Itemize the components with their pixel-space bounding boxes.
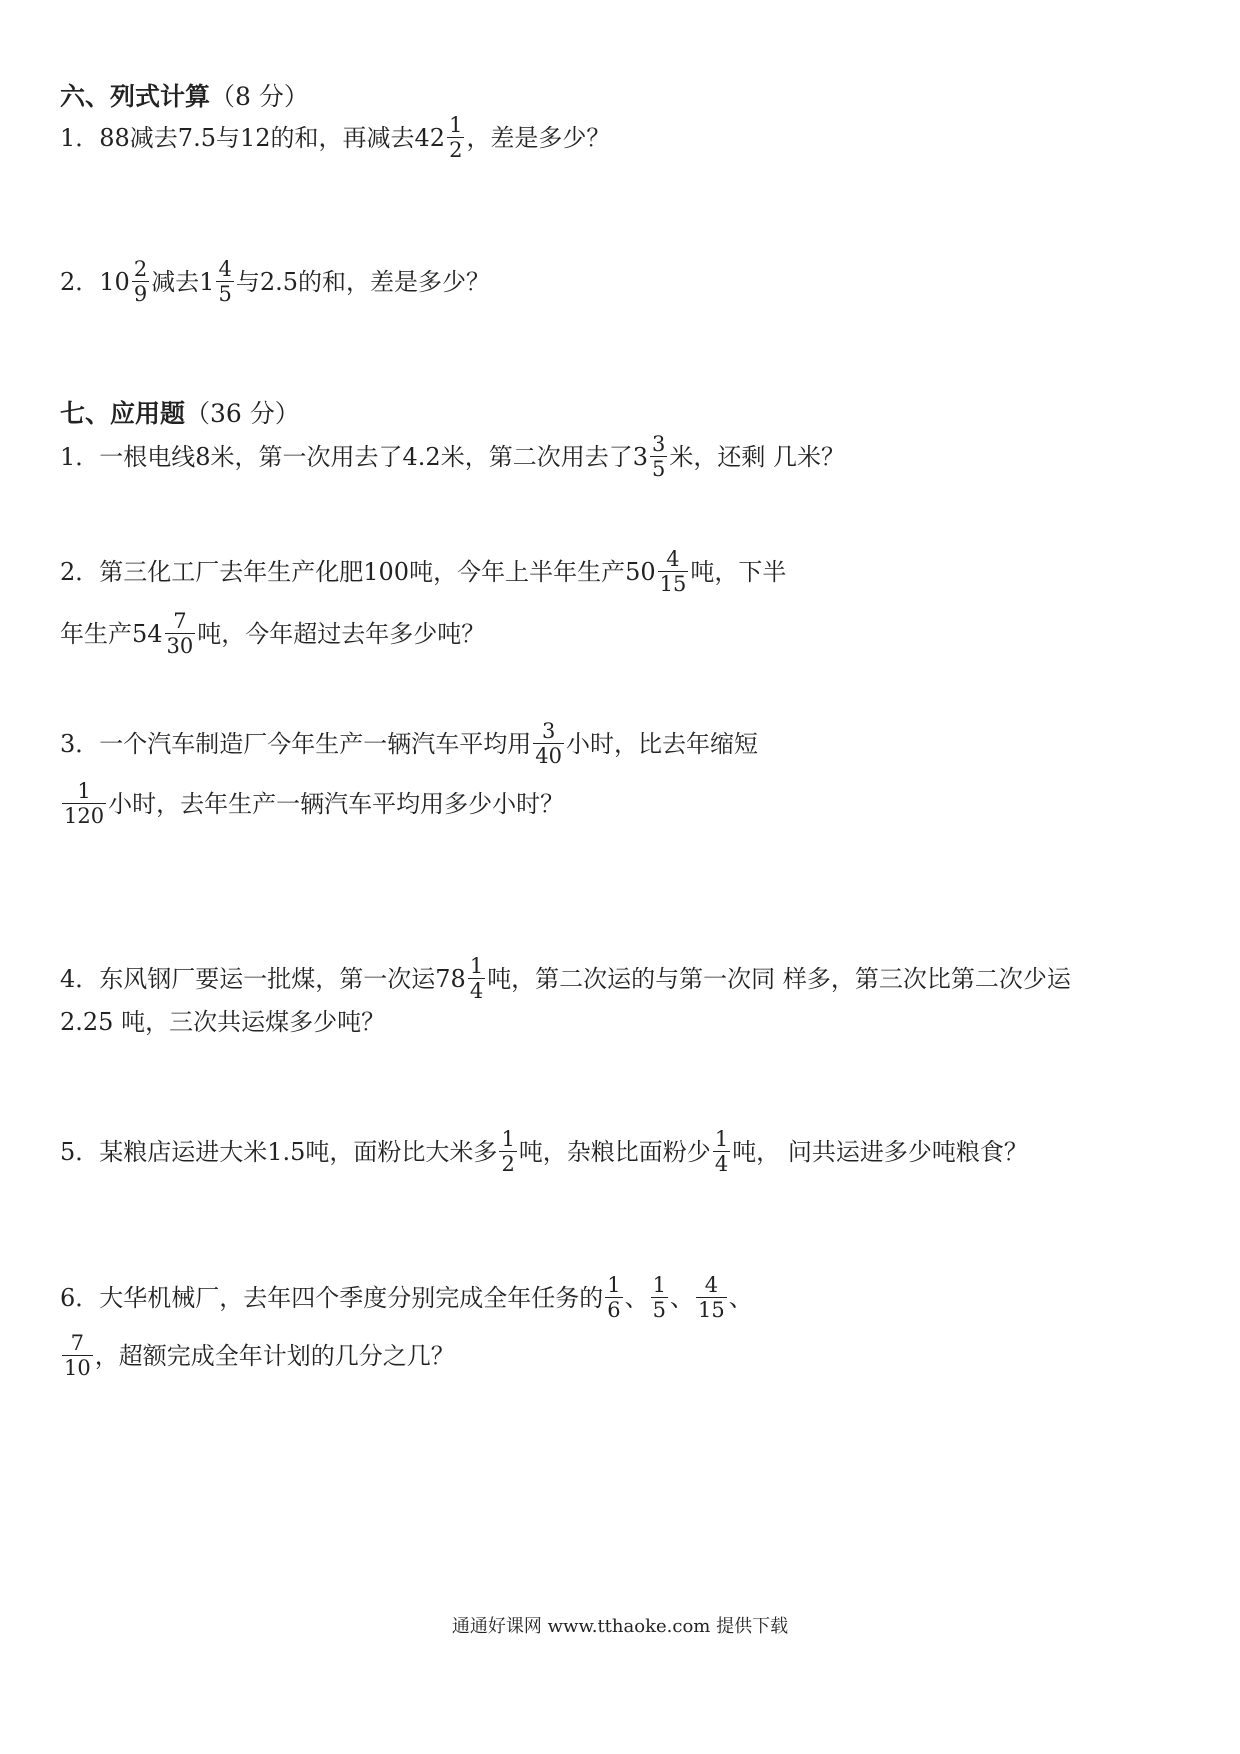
fraction-numerator: 1 bbox=[652, 1273, 667, 1297]
fraction bbox=[650, 433, 667, 480]
section-7-heading bbox=[60, 401, 300, 426]
fraction-numerator: 1 bbox=[77, 779, 91, 803]
fraction bbox=[713, 1128, 730, 1175]
fraction bbox=[533, 720, 564, 767]
fraction bbox=[651, 1274, 668, 1321]
question-text: 1．一根电线8米，第一次用去了4.2米，第二次用去了3 bbox=[60, 442, 648, 471]
question-text: 4．东风钢厂要运一批煤，第一次运78 bbox=[60, 964, 466, 993]
fraction-numerator: 1 bbox=[501, 1127, 515, 1151]
fraction bbox=[62, 780, 106, 827]
fraction-numerator: 4 bbox=[666, 547, 680, 571]
fraction-denominator: 15 bbox=[659, 572, 687, 597]
question-text: 5．某粮店运进大米1.5吨，面粉比大米多 bbox=[60, 1137, 498, 1166]
separator: 、 bbox=[728, 1283, 753, 1312]
fraction-numerator: 4 bbox=[704, 1273, 719, 1297]
question-text: 吨，第二次运的与第一次同 样多，第三次比第二次少运 bbox=[487, 964, 1071, 993]
question-7-2-line-1 bbox=[60, 548, 786, 595]
fraction bbox=[447, 114, 464, 161]
question-text: 3．一个汽车制造厂今年生产一辆汽车平均用 bbox=[60, 729, 532, 758]
fraction-numerator: 1 bbox=[607, 1273, 621, 1297]
section-7-score: （36 分） bbox=[185, 399, 300, 428]
question-text: 小时，比去年缩短 bbox=[566, 729, 759, 758]
question-7-1 bbox=[60, 433, 845, 480]
separator: 、 bbox=[670, 1283, 695, 1312]
fraction-numerator: 4 bbox=[218, 257, 232, 281]
fraction-numerator: 7 bbox=[173, 609, 187, 633]
fraction-denominator: 5 bbox=[652, 1298, 667, 1323]
fraction-denominator: 10 bbox=[64, 1356, 91, 1381]
fraction-numerator: 3 bbox=[541, 719, 556, 743]
fraction-denominator: 5 bbox=[651, 457, 666, 482]
fraction bbox=[605, 1274, 622, 1321]
fraction-numerator: 1 bbox=[714, 1127, 729, 1151]
section-7-title: 七、应用题 bbox=[60, 399, 186, 428]
fraction bbox=[696, 1274, 727, 1321]
question-text: ，差是多少？ bbox=[466, 123, 611, 152]
fraction bbox=[658, 548, 689, 595]
fraction-denominator: 120 bbox=[64, 804, 105, 829]
question-text: 吨，今年超过去年多少吨？ bbox=[197, 619, 486, 648]
fraction-denominator: 9 bbox=[133, 282, 148, 307]
question-text: 2.25 吨，三次共运煤多少吨？ bbox=[60, 1008, 386, 1036]
question-text: 减去1 bbox=[151, 267, 215, 296]
section-6-heading bbox=[60, 84, 309, 109]
fraction bbox=[216, 258, 233, 305]
fraction-denominator: 2 bbox=[501, 1152, 515, 1177]
fraction-numerator: 1 bbox=[469, 954, 484, 978]
fraction-numerator: 7 bbox=[70, 1331, 85, 1355]
question-text: 吨， 问共运进多少吨粮食？ bbox=[732, 1137, 1028, 1166]
question-text: 与2.5的和，差是多少？ bbox=[235, 267, 491, 296]
fraction-denominator: 15 bbox=[698, 1298, 725, 1323]
fraction-denominator: 2 bbox=[449, 138, 463, 163]
question-6-2 bbox=[60, 258, 490, 305]
question-text: 吨，杂粮比面粉少 bbox=[518, 1137, 711, 1166]
question-7-3-line-2 bbox=[60, 780, 564, 827]
question-text: 小时，去年生产一辆汽车平均用多少小时？ bbox=[108, 789, 565, 818]
question-text: 年生产54 bbox=[60, 619, 163, 648]
fraction-denominator: 4 bbox=[469, 979, 484, 1004]
fraction bbox=[499, 1128, 516, 1175]
section-6-score: （8 分） bbox=[210, 82, 309, 111]
question-text: 米，还剩 几米？ bbox=[669, 442, 845, 471]
question-7-4-line-1 bbox=[60, 955, 1071, 1002]
section-6-title: 六、列式计算 bbox=[60, 82, 211, 111]
fraction-denominator: 4 bbox=[714, 1152, 729, 1177]
fraction bbox=[132, 258, 149, 305]
fraction bbox=[62, 1332, 93, 1379]
page-footer: 通通好课网 www.tthaoke.com 提供下载 bbox=[451, 1616, 789, 1637]
fraction bbox=[468, 955, 485, 1002]
question-text: ，超额完成全年计划的几分之几？ bbox=[94, 1341, 455, 1370]
fraction-numerator: 1 bbox=[449, 113, 463, 137]
fraction-numerator: 3 bbox=[651, 432, 666, 456]
question-text: 2．10 bbox=[60, 267, 130, 296]
question-7-2-line-2 bbox=[60, 610, 485, 657]
fraction-numerator: 2 bbox=[133, 257, 148, 281]
question-7-3-line-1 bbox=[60, 720, 758, 767]
fraction-denominator: 6 bbox=[607, 1298, 621, 1323]
question-6-1 bbox=[60, 114, 610, 161]
separator: 、 bbox=[624, 1283, 649, 1312]
fraction-denominator: 5 bbox=[218, 282, 232, 307]
question-text: 1．88减去7.5与12的和，再减去42 bbox=[60, 123, 446, 152]
question-7-4-line-2 bbox=[60, 1010, 385, 1034]
fraction-denominator: 40 bbox=[535, 744, 563, 769]
question-7-6-line-1 bbox=[60, 1274, 753, 1321]
fraction-denominator: 30 bbox=[166, 634, 194, 659]
question-7-5 bbox=[60, 1128, 1028, 1175]
question-7-6-line-2 bbox=[60, 1332, 455, 1379]
question-text: 吨，下半 bbox=[690, 557, 787, 586]
question-text: 6．大华机械厂，去年四个季度分别完成全年任务的 bbox=[60, 1283, 604, 1312]
fraction bbox=[165, 610, 196, 657]
question-text: 2．第三化工厂去年生产化肥100吨，今年上半年生产50 bbox=[60, 557, 656, 586]
